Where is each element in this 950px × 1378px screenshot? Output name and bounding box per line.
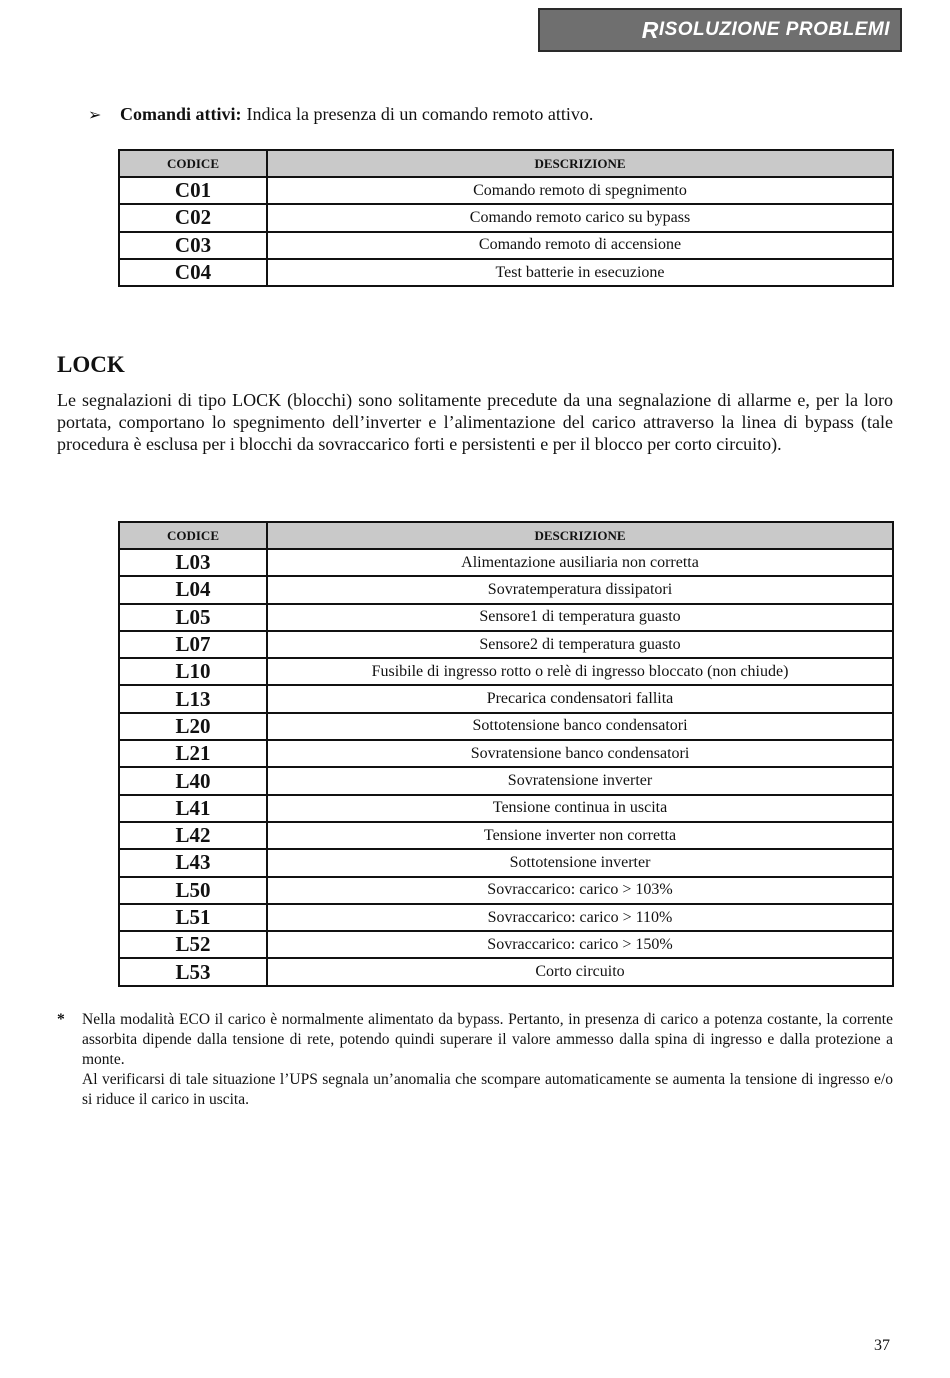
footnote-text [82,1010,893,1110]
description-cell: Corto circuito [267,958,893,985]
table-row [119,877,893,904]
code-cell: L20 [119,713,267,740]
column-header-code: CODICE [119,150,267,177]
commands-bullet [88,104,593,125]
code-cell: L53 [119,958,267,985]
table-row [119,259,893,286]
code-cell: L21 [119,740,267,767]
table-row [119,849,893,876]
table-row [119,658,893,685]
description-cell: Sensore1 di temperatura guasto [267,604,893,631]
table-row [119,713,893,740]
code-cell: L05 [119,604,267,631]
table-header-row [119,522,893,549]
description-cell: Sottotensione banco condensatori [267,713,893,740]
code-cell: L04 [119,576,267,603]
code-cell: L13 [119,685,267,712]
code-cell: L03 [119,549,267,576]
code-cell: C01 [119,177,267,204]
code-cell: C02 [119,204,267,231]
description-cell: Sovraccarico: carico > 110% [267,904,893,931]
commands-table [118,149,894,287]
code-cell: L41 [119,795,267,822]
table-row [119,232,893,259]
description-cell: Comando remoto di spegnimento [267,177,893,204]
table-row [119,549,893,576]
description-cell: Sovraccarico: carico > 103% [267,877,893,904]
table-row [119,904,893,931]
table-row [119,685,893,712]
table-row [119,931,893,958]
lock-section-title: LOCK [57,352,125,377]
section-header-initial: R [641,16,659,43]
code-cell: L50 [119,877,267,904]
description-cell: Sovratensione inverter [267,767,893,794]
table-header-row [119,150,893,177]
footnote-paragraph-1: Nella modalità ECO il carico è normalmente alimentato da bypass. Pertanto, in presenza di carico a potenza costante, la corrente assorbita dipende dalla tensione di rete, potendo quindi superare il valore ammesso dalla spina di ingresso e dalla protezione a monte. [82,1011,893,1068]
code-cell: L40 [119,767,267,794]
page-number: 37 [874,1337,890,1354]
column-header-description: DESCRIZIONE [267,522,893,549]
description-cell: Precarica condensatori fallita [267,685,893,712]
lock-paragraph: Le segnalazioni di tipo LOCK (blocchi) sono solitamente precedute da una segnalazione di allarme e, per la loro portata, comportano lo spegnimento dell’inverter e l’alimentazione del carico attraverso la linea di bypass (tale procedura è esclusa per i blocchi da sovraccarico forti e persistenti e per il blocco per corto circuito). [57,390,893,454]
section-header [538,8,902,52]
commands-bullet-text: Indica la presenza di un comando remoto attivo. [246,104,594,124]
table-row [119,604,893,631]
footnote-paragraph-2: Al verificarsi di tale situazione l’UPS segnala un’anomalia che scompare automaticamente se aumenta la tensione di ingresso e/o si riduce il carico in uscita. [82,1071,893,1108]
description-cell: Comando remoto carico su bypass [267,204,893,231]
table-row [119,795,893,822]
section-header-text: ISOLUZIONE PROBLEMI [658,19,890,40]
description-cell: Alimentazione ausiliaria non corretta [267,549,893,576]
code-cell: L43 [119,849,267,876]
code-cell: L10 [119,658,267,685]
table-row [119,631,893,658]
table-row [119,822,893,849]
lock-table [118,521,894,987]
description-cell: Fusibile di ingresso rotto o relè di ingresso bloccato (non chiude) [267,658,893,685]
table-row [119,204,893,231]
footnote [57,1010,893,1110]
description-cell: Sovratensione banco condensatori [267,740,893,767]
arrow-bullet-icon: ➢ [88,105,102,124]
footnote-marker: * [57,1011,65,1028]
table-row [119,767,893,794]
description-cell: Tensione continua in uscita [267,795,893,822]
commands-bullet-label: Comandi attivi: [120,104,242,124]
code-cell: L42 [119,822,267,849]
code-cell: L51 [119,904,267,931]
column-header-description: DESCRIZIONE [267,150,893,177]
table-row [119,177,893,204]
table-row [119,576,893,603]
description-cell: Sovratemperatura dissipatori [267,576,893,603]
description-cell: Sensore2 di temperatura guasto [267,631,893,658]
table-row [119,958,893,985]
code-cell: C03 [119,232,267,259]
code-cell: C04 [119,259,267,286]
description-cell: Tensione inverter non corretta [267,822,893,849]
description-cell: Sovraccarico: carico > 150% [267,931,893,958]
description-cell: Comando remoto di accensione [267,232,893,259]
table-row [119,740,893,767]
description-cell: Sottotensione inverter [267,849,893,876]
description-cell: Test batterie in esecuzione [267,259,893,286]
code-cell: L07 [119,631,267,658]
column-header-code: CODICE [119,522,267,549]
code-cell: L52 [119,931,267,958]
